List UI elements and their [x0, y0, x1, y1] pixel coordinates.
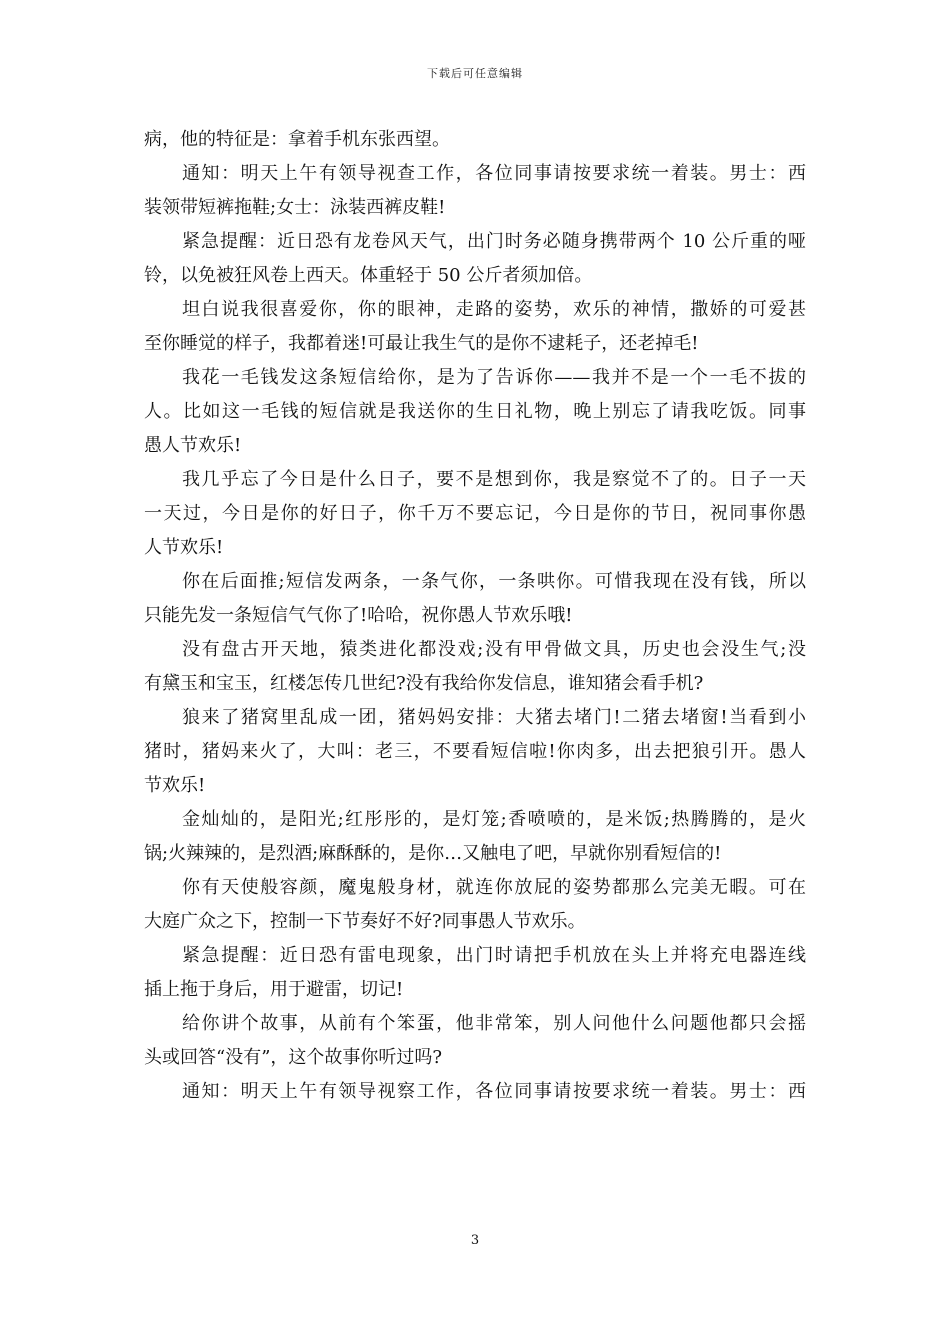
text-line: 金灿灿的，是阳光;红彤彤的，是灯笼;香喷喷的，是米饭;热腾腾的，是火	[182, 809, 806, 830]
page-number: 3	[470, 1233, 480, 1248]
text-line: 猪时，猪妈来火了，大叫：老三，不要看短信啦!你肉多，出去把狼引开。愚人	[144, 741, 806, 762]
text-line: 通知：明天上午有领导视查工作，各位同事请按要求统一着装。男士：西	[182, 163, 806, 184]
text-line: 人节欢乐!	[144, 537, 224, 558]
text-line: 人。比如这一毛钱的短信就是我送你的生日礼物，晚上别忘了请我吃饭。同事	[144, 401, 806, 422]
text-line: 只能先发一条短信气气你了!哈哈，祝你愚人节欢乐哦!	[144, 605, 573, 626]
text-line: 节欢乐!	[144, 775, 206, 796]
text-line: 插上拖于身后，用于避雷，切记!	[144, 979, 404, 1000]
text-line: 大庭广众之下，控制一下节奏好不好?同事愚人节欢乐。	[144, 911, 586, 932]
text-line: 我花一毛钱发这条短信给你，是为了告诉你——我并不是一个一毛不拔的	[182, 367, 806, 388]
text-line: 头或回答“没有”，这个故事你听过吗?	[144, 1047, 443, 1068]
text-line: 你在后面推;短信发两条，一条气你，一条哄你。可惜我现在没有钱，所以	[182, 571, 806, 592]
text-line: 狼来了猪窝里乱成一团，猪妈妈安排：大猪去堵门!二猪去堵窗!当看到小	[182, 707, 806, 728]
text-line: 有黛玉和宝玉，红楼怎传几世纪?没有我给你发信息，谁知猪会看手机?	[144, 673, 704, 694]
text-line: 你有天使般容颜，魔鬼般身材，就连你放屁的姿势都那么完美无暇。可在	[182, 877, 806, 898]
text-line: 铃，以免被狂风卷上西天。体重轻于 50 公斤者须加倍。	[144, 265, 593, 286]
text-line: 紧急提醒：近日恐有雷电现象，出门时请把手机放在头上并将充电器连线	[182, 945, 806, 966]
text-line: 病，他的特征是：拿着手机东张西望。	[144, 129, 450, 150]
text-line: 坦白说我很喜爱你，你的眼神，走路的姿势，欢乐的神情，撒娇的可爱甚	[182, 299, 806, 320]
text-line: 愚人节欢乐!	[144, 435, 242, 456]
document-body	[144, 123, 806, 1109]
text-line: 我几乎忘了今日是什么日子，要不是想到你，我是察觉不了的。日子一天	[182, 469, 806, 490]
text-line: 给你讲个故事，从前有个笨蛋，他非常笨，别人问他什么问题他都只会摇	[182, 1013, 806, 1034]
page-header: 下载后可任意编辑	[427, 67, 523, 80]
text-line: 通知：明天上午有领导视察工作，各位同事请按要求统一着装。男士：西	[182, 1081, 806, 1102]
text-line: 至你睡觉的样子，我都着迷!可最让我生气的是你不逮耗子，还老掉毛!	[144, 333, 699, 354]
text-line: 锅;火辣辣的，是烈酒;麻酥酥的，是你…又触电了吧，早就你别看短信的!	[144, 843, 722, 864]
text-line: 紧急提醒：近日恐有龙卷风天气，出门时务必随身携带两个 10 公斤重的哑	[182, 231, 806, 252]
text-line: 一天过，今日是你的好日子，你千万不要忘记，今日是你的节日，祝同事你愚	[144, 503, 806, 524]
text-line: 没有盘古开天地，猿类进化都没戏;没有甲骨做文具，历史也会没生气;没	[182, 639, 806, 660]
text-line: 装领带短裤拖鞋;女士：泳装西裤皮鞋!	[144, 197, 446, 218]
